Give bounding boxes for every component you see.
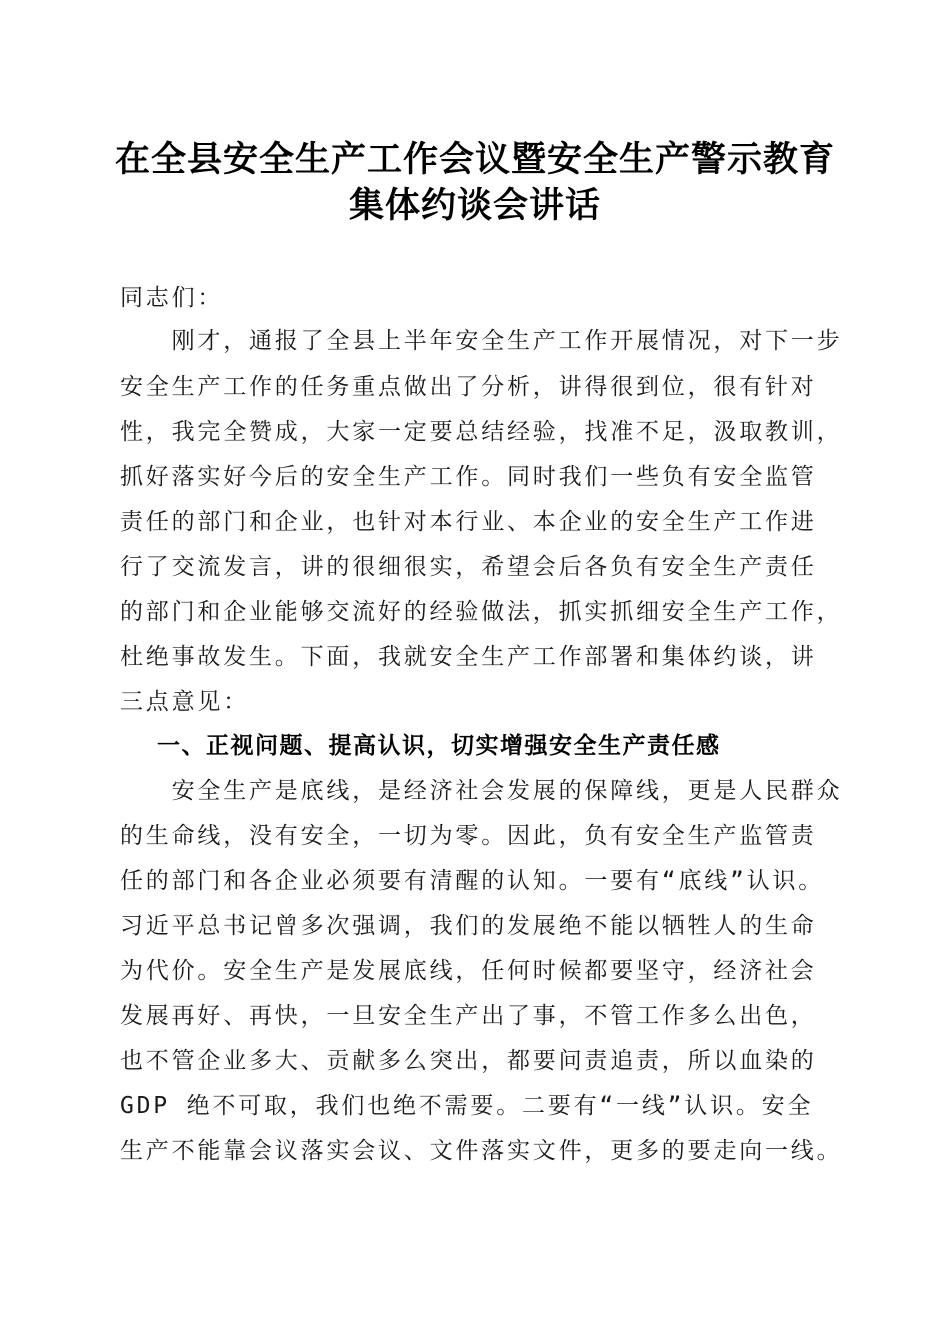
paragraph-line: 的部门和企业能够交流好的经验做法，抓实抓细安全生产工作，	[120, 599, 843, 625]
paragraph-line: 行了交流发言，讲的很细很实，希望会后各负有安全生产责任	[120, 554, 817, 580]
paragraph-line: 责任的部门和企业，也针对本行业、本企业的安全生产工作进	[120, 509, 817, 535]
paragraph-line: 习近平总书记曾多次强调，我们的发展绝不能以牺牲人的生命	[120, 913, 817, 939]
paragraph-line: 为代价。安全生产是发展底线，任何时候都要坚守，经济社会	[120, 958, 817, 984]
paragraph-line: 的生命线，没有安全，一切为零。因此，负有安全生产监管责	[120, 823, 817, 849]
document-title-line-1: 在全县安全生产工作会议暨安全生产警示教育	[114, 139, 835, 180]
paragraph-line: 杜绝事故发生。下面，我就安全生产工作部署和集体约谈，讲	[120, 644, 817, 670]
paragraph-line: 刚才，通报了全县上半年安全生产工作开展情况，对下一步	[120, 328, 843, 354]
paragraph-line: 安全生产工作的任务重点做出了分析，讲得很到位，很有针对	[120, 374, 817, 400]
paragraph-line: 三点意见：	[120, 689, 249, 715]
paragraph-line: 性，我完全赞成，大家一定要总结经验，找准不足，汲取教训，	[120, 419, 843, 445]
paragraph-line: 生产不能靠会议落实会议、文件落实文件，更多的要走向一线。	[120, 1138, 843, 1164]
paragraph-line: GDP 绝不可取，我们也绝不需要。二要有“一线”认识。安全	[120, 1093, 814, 1119]
paragraph-line: 安全生产是底线，是经济社会发展的保障线，更是人民群众	[120, 778, 843, 804]
salutation: 同志们：	[120, 285, 224, 311]
paragraph-line: 抓好落实好今后的安全生产工作。同时我们一些负有安全监管	[120, 464, 817, 490]
paragraph-line: 发展再好、再快，一旦安全生产出了事，不管工作多么出色，	[120, 1003, 817, 1029]
document-title-line-2: 集体约谈会讲话	[348, 185, 601, 226]
paragraph-line: 也不管企业多大、贡献多么突出，都要问责追责，所以血染的	[120, 1048, 817, 1074]
section-heading-1: 一、正视问题、提高认识，切实增强安全生产责任感	[157, 733, 721, 759]
paragraph-line: 任的部门和各企业必须要有清醒的认知。一要有“底线”认识。	[120, 868, 825, 894]
